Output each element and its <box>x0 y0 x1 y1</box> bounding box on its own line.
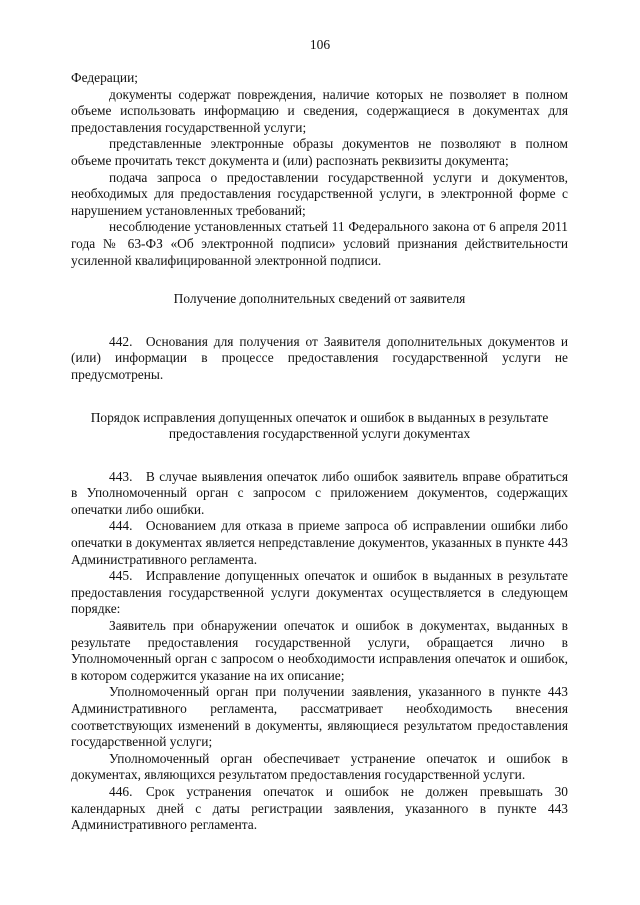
paragraph: Уполномоченный орган при получении заявления, указанного в пункте 443 Административного регламента, рассматривает необходимость внесения соответствующих изменений в документы, являющиеся результатом предоставления государственной услуги; <box>71 684 568 750</box>
paragraph: представленные электронные образы документов не позволяют в полном объеме прочитать текст документа и (или) распознать реквизиты документа; <box>71 136 568 168</box>
document-body <box>71 70 568 834</box>
paragraph-443: 443. В случае выявления опечаток либо ошибок заявитель вправе обратиться в Уполномоченный орган с запросом с приложением документов, содержащих опечатки либо ошибки. <box>71 468 568 517</box>
paragraph: Уполномоченный орган обеспечивает устранение опечаток и ошибок в документах, являющихся результатом предоставления государственной услуги. <box>71 750 568 783</box>
page-number: 106 <box>309 37 331 52</box>
paragraph: Заявитель при обнаружении опечаток и ошибок в документах, выданных в результате предоставления государственной услуги, обращается лично в Уполномоченный орган с запросом о необходимости исправления опечаток и ошибок, в котором содержится указание на их описание; <box>71 618 568 683</box>
paragraph-445: 445. Исправление допущенных опечаток и ошибок в выданных в результате предоставления государственной услуги документах осуществляется в следующем порядке: <box>71 568 568 617</box>
section-heading: Порядок исправления допущенных опечаток и ошибок в выданных в результате предоставления государственной услуги документах <box>90 409 549 442</box>
paragraph: подача запроса о предоставлении государственной услуги и документов, необходимых для предоставления государственной услуги, в электронной форме с нарушением установленных требований; <box>71 169 568 218</box>
paragraph: документы содержат повреждения, наличие которых не позволяет в полном объеме использовать информацию и сведения, содержащиеся в документах для предоставления государственной услуги; <box>71 86 568 135</box>
paragraph-442: 442. Основания для получения от Заявителя дополнительных документов и (или) информации в процессе предоставления государственной услуги не предусмотрены. <box>71 333 568 382</box>
paragraph: Федерации; <box>71 70 138 85</box>
section-heading: Получение дополнительных сведений от заявителя <box>173 291 466 307</box>
paragraph: несоблюдение установленных статьей 11 Федерального закона от 6 апреля 2011 года № 63-ФЗ «Об электронной подписи» условий признания действительности усиленной квалифицированной электронной подписи. <box>71 219 568 268</box>
paragraph-444: 444. Основанием для отказа в приеме запроса об исправлении ошибки либо опечатки в документах является непредставление документов, указанных в пункте 443 Административного регламента. <box>71 518 568 567</box>
paragraph-446: 446. Срок устранения опечаток и ошибок не должен превышать 30 календарных дней с даты регистрации заявления, указанного в пункте 443 Административного регламента. <box>71 783 568 833</box>
